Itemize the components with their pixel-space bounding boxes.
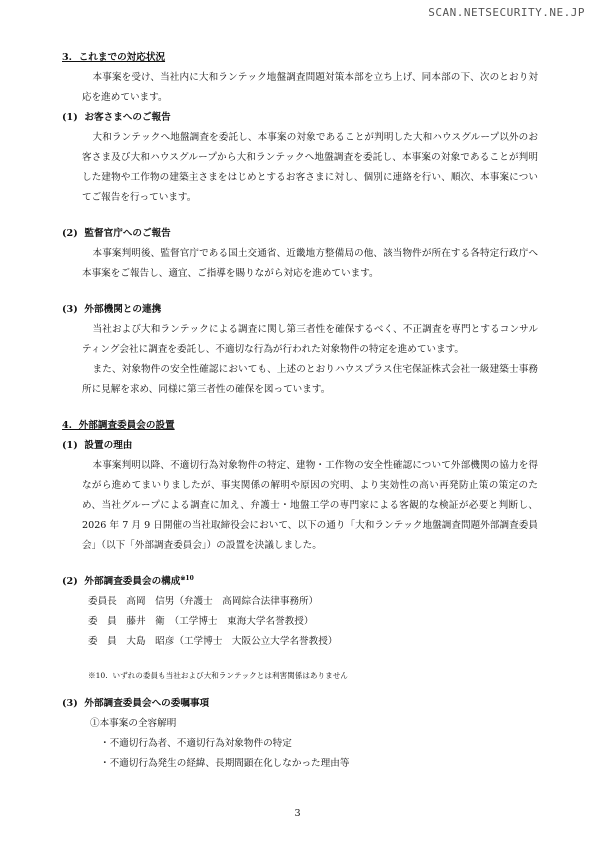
footnote-marker: ※10 bbox=[180, 574, 194, 582]
document-body bbox=[62, 48, 538, 774]
section-3-3-body-1: 当社および大和ランテックによる調査に関し第三者性を確保するべく、不正調査を専門とするコンサルティング会社に調査を委託し、不適切な行為が行われた対象物件の特定を進めています。 bbox=[82, 324, 538, 355]
scope-sub-item: ・不適切行為発生の経緯、長期間顕在化しなかった理由等 bbox=[100, 758, 350, 769]
section-3-1-title: (1) お客さまへのご報告 bbox=[62, 112, 171, 123]
section-3-2-title: (2) 監督官庁へのご報告 bbox=[62, 228, 171, 239]
section-4-1-body: 本事案判明以降、不適切行為対象物件の特定、建物・工作物の安全性確認について外部機関の協力を得ながら進めてまいりましたが、事実関係の解明や原因の究明、より実効性の高い再発防止策の策定のため、当社グループによる調査に加え、弁護士・地盤工学の専門家による客観的な検証が必要と判断し、2026 年 7 月 9 日開催の当社取締役会において、以下の通り「大和ランテック地盤調査問題外部調査委員会」（以下「外部調査委員会」）の設置を決議しました。 bbox=[82, 460, 538, 551]
committee-member: 委員長 高岡 信男（弁護士 高岡綜合法律事務所） bbox=[88, 596, 319, 607]
scope-sub-item: ・不適切行為者、不適切行為対象物件の特定 bbox=[100, 738, 292, 749]
section-3-3-title: (3) 外部機関との連携 bbox=[62, 304, 162, 315]
section-3-1-body: 大和ランテックへ地盤調査を委託し、本事案の対象であることが判明した大和ハウスグループ以外のお客さま及び大和ハウスグループから大和ランテックへ地盤調査を委託し、本事案の対象であることが判明した建物や工作物の建築主さまをはじめとするお客さまに対し、個別に連絡を行い、順次、本事案についてご報告を行っています。 bbox=[82, 132, 538, 203]
footnote: ※10. いずれの委員も当社および大和ランテックとは利害関係はありません bbox=[88, 671, 348, 680]
section-3-3-body-2: また、対象物件の安全性確認においても、上述のとおりハウスプラス住宅保証株式会社一級建築士事務所に見解を求め、同様に第三者性の確保を図っています。 bbox=[82, 364, 538, 395]
scope-item: ①本事案の全容解明 bbox=[90, 718, 177, 729]
section-4-3-title: (3) 外部調査委員会への委嘱事項 bbox=[62, 698, 210, 709]
section-4-2-title-text: (2) 外部調査委員会の構成 bbox=[62, 576, 181, 587]
section-3-title: 3. これまでの対応状況 bbox=[62, 52, 166, 63]
page-number: 3 bbox=[294, 808, 301, 819]
section-3-intro: 本事案を受け、当社内に大和ランテック地盤調査問題対策本部を立ち上げ、同本部の下、次のとおり対応を進めています。 bbox=[82, 72, 538, 103]
watermark: SCAN.NETSECURITY.NE.JP bbox=[428, 6, 585, 19]
section-4-title: 4. 外部調査委員会の設置 bbox=[62, 420, 175, 431]
committee-member: 委 員 藤井 衛 （工学博士 東海大学名誉教授） bbox=[88, 616, 314, 627]
committee-member: 委 員 大島 昭彦（工学博士 大阪公立大学名誉教授） bbox=[88, 636, 338, 647]
section-3-2-body: 本事案判明後、監督官庁である国土交通省、近畿地方整備局の他、該当物件が所在する各特定行政庁へ本事案をご報告し、適宜、ご指導を賜りながら対応を進めています。 bbox=[82, 248, 538, 279]
section-4-2-title bbox=[62, 572, 538, 592]
section-4-1-title: (1) 設置の理由 bbox=[62, 440, 133, 451]
